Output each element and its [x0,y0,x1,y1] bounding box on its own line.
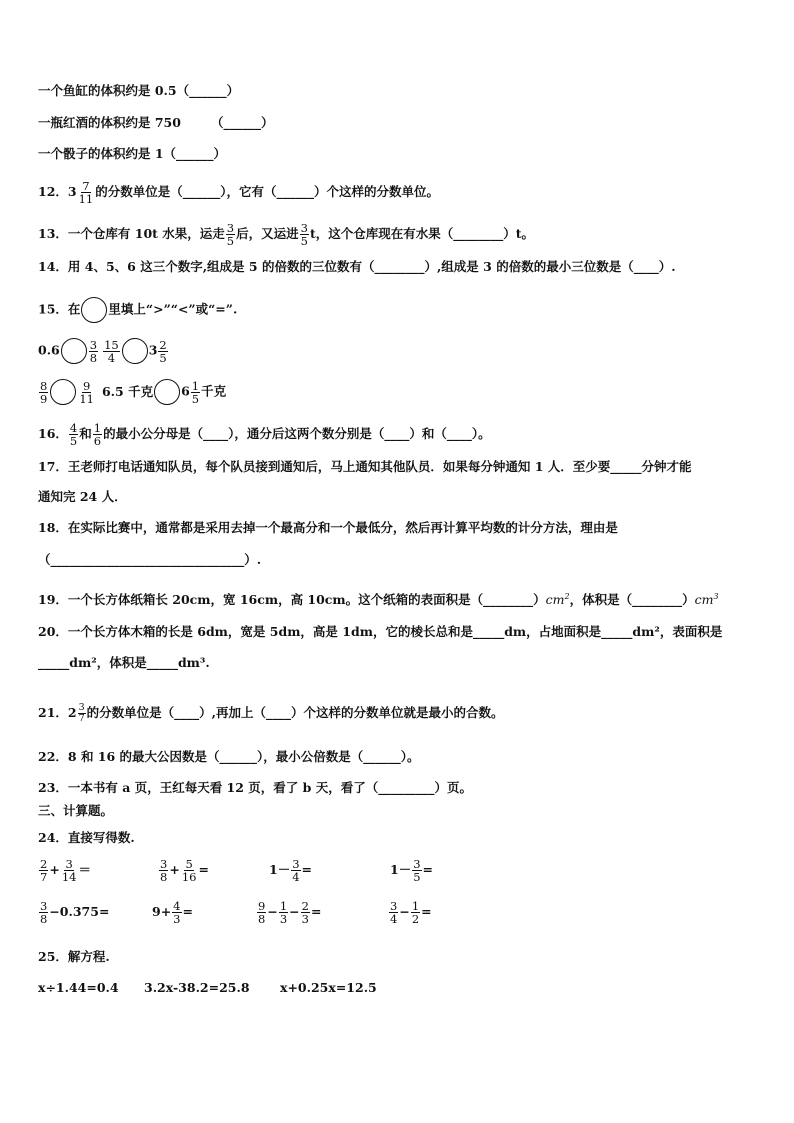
q19-unit-cm3: cm [694,592,714,608]
c3-left-denominator: 9 [40,391,48,406]
q13-text-c: t，这个仓库现在有水果（________）t。 [309,226,535,241]
c3-left-fraction [39,380,48,405]
r2c1-rest: −0.375= [49,904,110,919]
c3-circle-icon[interactable] [50,379,76,405]
question-20-line-2: _____dm²，体积是_____dm³. [38,655,210,670]
r2c2-pre: 9+ [152,904,172,919]
compare-row-2 [38,379,226,405]
q16-a-denominator: 5 [69,434,78,448]
q16-b-denominator: 6 [93,434,102,448]
c3-right-numerator: 9 [82,378,91,393]
c4-right-denominator: 5 [191,391,200,406]
c1-denominator: 8 [89,350,98,365]
question-19 [38,589,719,608]
r1c1-op: + [49,862,60,877]
r1c4-pre: 1－ [390,862,412,877]
r2c1-a-num: 3 [40,899,48,913]
r2c4-op: − [399,904,410,919]
question-20-line-1: 20．一个长方体木箱的长是 6dm，宽是 5dm，高是 1dm，它的棱长总和是_____dm，占地面积是_____dm²，表面积是 [38,624,723,639]
calc-r2c2 [152,900,193,925]
q19-unit-sup3: 3 [713,592,719,601]
c4-left: 6.5 千克 [101,383,154,399]
r1c1-frac-b [61,858,78,883]
wine-text: 一瓶红酒的体积约是 750 [38,115,181,130]
q12-numerator: 7 [82,179,90,193]
q15-text-a: 15．在 [38,301,81,317]
r1c2-eq: = [198,862,209,877]
calc-r2c4 [388,900,432,925]
r2c4-frac-a [389,900,398,925]
r1c4-eq: = [422,862,434,877]
c1-numerator: 3 [89,337,98,352]
equation-1: x÷1.44=0.4 [38,980,119,995]
r1c2-a-num: 3 [160,857,168,871]
calc-r2c3 [256,900,321,925]
r2c1-frac-a [39,900,48,925]
c4-right-whole: 6 [181,383,190,399]
r2c3-frac-c [301,900,310,925]
q12-fraction [78,180,95,205]
q21-denominator: 7 [78,713,85,724]
q21-numerator: 3 [78,702,85,713]
r1c3-b-num: 3 [292,857,300,871]
r2c3-frac-b [279,900,288,925]
c2-left-numerator: 15 [104,337,119,352]
calc-r1c1 [38,858,91,883]
question-25: 25．解方程. [38,949,110,964]
q15-text-b: 里填上“>”“<”或“=”. [108,301,238,317]
question-22: 22．8 和 16 的最大公因数是（______），最小公倍数是（______）。 [38,749,420,764]
r1c2-b-num: 5 [185,857,193,871]
r2c2-b-den: 3 [173,912,181,926]
c4-unit: 千克 [201,383,227,399]
r2c4-a-den: 4 [390,912,398,926]
q16-a-numerator: 4 [69,421,78,435]
q13-text-b: 后，又运进 [236,226,299,241]
question-13 [38,222,534,247]
r1c1-eq: ＝ [78,862,91,877]
c2-left-fraction [103,339,120,364]
q13-text-a: 13．一个仓库有 10t 水果，运走 [38,226,225,241]
r2c3-c-den: 3 [301,912,309,926]
r1c2-b-den: 16 [181,870,197,884]
wine-blank: （______） [210,115,274,130]
r1c4-b-num: 3 [413,857,421,871]
c2-right-whole: 3 [148,342,158,358]
r2c4-b-den: 2 [411,912,420,926]
q16-and: 和 [79,426,92,441]
r1c3-pre: 1－ [269,862,291,877]
c2-circle-icon[interactable] [122,338,148,364]
equation-3: x+0.25x=12.5 [280,980,377,995]
c4-right-numerator: 1 [191,378,200,393]
line-dice: 一个骰子的体积约是 1（______） [38,146,227,161]
r1c3-eq: = [301,862,313,877]
question-15 [38,297,237,323]
r1c1-b-den: 14 [61,870,77,884]
r2c3-eq: = [310,904,322,919]
q12-text: 的分数单位是（______），它有（______）个这样的分数单位。 [95,184,440,199]
question-24: 24．直接写得数. [38,830,135,845]
calc-r1c4 [390,858,433,883]
r2c2-eq: = [182,904,193,919]
r1c2-a-den: 8 [160,870,168,884]
r2c2-b-num: 4 [173,899,181,913]
r1c1-b-num: 3 [65,857,73,871]
question-14: 14．用 4、5、6 这三个数字,组成是 5 的倍数的三位数有（________）,组成是 3 的倍数的最小三位数是（____）. [38,259,676,274]
compare-row-1 [38,338,169,364]
c4-right-fraction [191,380,200,405]
q21-text: 的分数单位是（____）,再加上（____）个这样的分数单位就是最小的合数。 [86,705,504,720]
r1c4-b-den: 5 [413,870,421,884]
q16-number: 16． [38,426,68,441]
r1c3-b-den: 4 [292,870,300,884]
q16-fraction-a [69,422,78,447]
q13-fraction-2 [300,222,309,247]
equation-2: 3.2x-38.2=25.8 [144,980,250,995]
r2c4-b-num: 1 [411,899,420,913]
q21-fraction [78,703,86,724]
question-18-line-2: （_______________________________）. [38,552,262,567]
r2c2-frac-b [172,900,181,925]
q19-unit-volume [695,592,719,607]
q19-unit-sup2: 2 [564,592,570,601]
r2c3-a-den: 8 [258,912,266,926]
c2-right-fraction [158,339,167,364]
c2-left-denominator: 4 [107,350,116,365]
line-wine [38,115,273,131]
r1c4-frac-b [412,858,421,883]
question-23: 23．一本书有 a 页，王红每天看 12 页，看了 b 天，看了（_________）页。 [38,780,472,795]
c3-right-denominator: 11 [79,391,94,406]
calc-r2c1 [38,900,109,925]
r2c3-b-num: 1 [279,899,288,913]
r2c3-op2: − [289,904,300,919]
question-17-line-2: 通知完 24 人． [38,489,127,504]
r2c4-eq: = [421,904,432,919]
c3-right-fraction [78,380,95,405]
compare-circle-icon [81,297,107,323]
question-17-line-1: 17．王老师打电话通知队员，每个队员接到通知后，马上通知其他队员．如果每分钟通知 1 人．至少要_____分钟才能 [38,459,692,474]
line-fish-tank: 一个鱼缸的体积约是 0.5（______） [38,83,240,98]
r2c3-a-num: 9 [258,899,266,913]
r2c4-a-num: 3 [390,899,398,913]
c3-left-numerator: 8 [40,378,48,393]
r1c3-frac-b [291,858,300,883]
calc-r1c3 [269,858,312,883]
c1-circle-icon[interactable] [61,338,87,364]
question-16 [38,422,491,447]
q16-fraction-b [93,422,102,447]
c2-right-numerator: 2 [159,337,167,352]
c1-left: 0.6 [38,342,60,358]
q21-number: 21． [38,705,68,720]
question-18-line-1: 18．在实际比赛中，通常都是采用去掉一个最高分和一个最低分，然后再计算平均数的计分方法，理由是 [38,520,618,535]
r1c2-frac-b [181,858,198,883]
q16-b-numerator: 1 [93,421,102,435]
r1c1-frac-a [39,858,48,883]
question-12 [38,180,439,205]
q19-text-b: ，体积是（________） [569,592,695,608]
question-21 [38,703,504,724]
r2c3-b-den: 3 [279,912,288,926]
c1-right-fraction [89,339,98,364]
r2c3-c-num: 2 [301,899,309,913]
q13-fraction-1 [226,222,235,247]
q12-denominator: 11 [78,192,94,206]
q13-f2-denominator: 5 [300,234,308,248]
r1c1-a-num: 2 [40,857,48,871]
r2c3-op1: − [267,904,278,919]
r1c2-op: + [169,862,180,877]
r1c2-frac-a [159,858,168,883]
c4-circle-icon[interactable] [154,379,180,405]
q19-unit-cm: cm [545,592,565,608]
r1c1-a-den: 7 [40,870,48,884]
calc-r1c2 [158,858,209,883]
q19-unit-area [546,592,570,607]
r2c4-frac-b [411,900,420,925]
section-3-title: 三、计算题。 [38,803,114,818]
q13-f1-numerator: 3 [226,221,235,235]
q13-f1-denominator: 5 [226,234,235,248]
q12-whole: 3 [67,184,77,199]
c2-right-denominator: 5 [159,350,167,365]
q13-f2-numerator: 3 [300,221,308,235]
q21-whole: 2 [67,705,77,720]
q12-number: 12． [38,184,68,199]
q16-text: 的最小公分母是（____），通分后这两个数分别是（____）和（____）。 [103,426,491,441]
r2c1-a-den: 8 [40,912,48,926]
r2c3-frac-a [257,900,266,925]
q19-text-a: 19．一个长方体纸箱长 20cm，宽 16cm，高 10cm。这个纸箱的表面积是（________） [38,592,546,608]
